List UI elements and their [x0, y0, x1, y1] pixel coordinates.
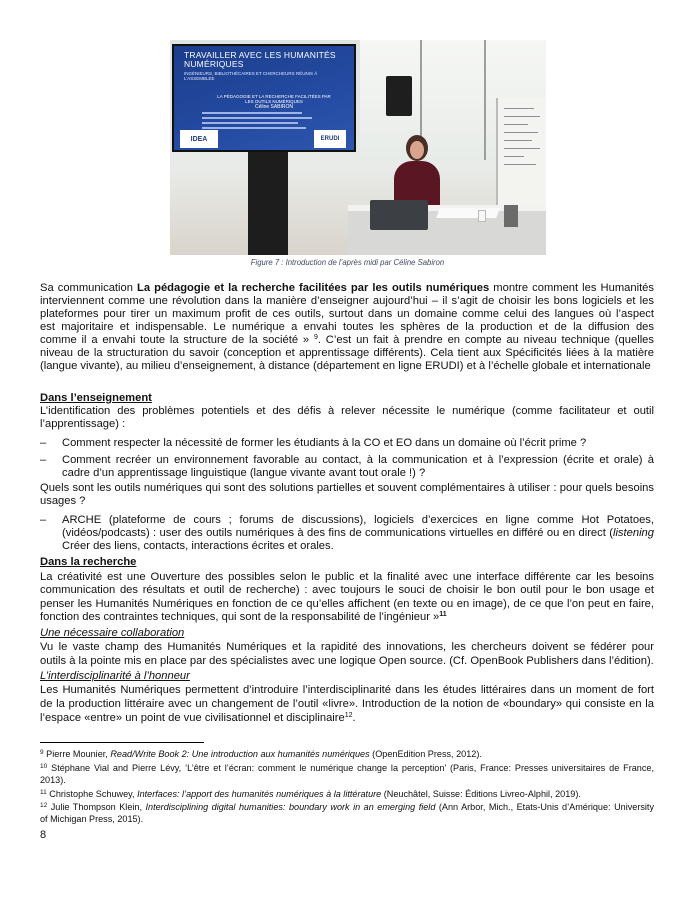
intro-line-5: comme il a envahi toute la structure de la société » $^9$. C’est un fait à prendre en compte au niveau technique (quelles	[40, 334, 654, 346]
laptop	[370, 200, 428, 230]
chair	[504, 205, 518, 227]
intro-line-2: interviennent comme une révolution dans la manière d’enseigner aujourd’hui – il s’agit de choisir les bons logiciels et les	[40, 295, 654, 307]
recherche-line-2: communication des résultats et outil de recherche) : avec toujours le souci de choisir le bon outil pour le bon usage et	[40, 584, 654, 596]
figure-caption: Figure 7 : Introduction de l’après midi par Céline Sabiron	[250, 257, 445, 267]
heading-enseignement: Dans l’enseignement	[40, 392, 152, 404]
footnote-separator	[40, 742, 204, 743]
bullet-dash: –	[40, 514, 47, 526]
screen-title: TRAVAILLER AVEC LES HUMANITÉS NUMÉRIQUES	[184, 50, 336, 69]
papers	[436, 208, 500, 218]
screen-talk-title: LA PÉDAGOGIE ET LA RECHERCHE FACILITÉES PAR LES OUTILS NUMÉRIQUES	[217, 94, 331, 104]
intro-line-6: niveau de la structuration du savoir (conception et apprentissage différents). Cela tient aux Spécificités liées à la matière	[40, 347, 654, 359]
collaboration-line-2: outils à la pointe mis en place par des spécialistes avec une logique Open source. (Cf. OpenBook Publishers dans l’édition).	[40, 655, 654, 667]
bullet-item-3: ARCHE (plateforme de cours ; forums de discussions), logiciels d’exercices en ligne comme Hot Potatoes,	[62, 514, 654, 526]
intro-line-1: Sa communication La pédagogie et la recherche facilitées par les outils numériques montre comment les Humanités	[40, 282, 654, 294]
footnote-ref-9: 9	[313, 334, 318, 341]
intro-line-3: plateformes pour tirer un maximum profit de ces outils, surtout dans un domaine comme celui des langues où l’aspect	[40, 308, 654, 320]
enseignement-para-1: L’identification des problèmes potentiels et des défis à relever nécessite le numérique (comme facilitateur et outil	[40, 405, 654, 417]
bullet-dash: –	[40, 437, 47, 449]
speaker-person	[392, 135, 442, 205]
footnote-12-cont: of Michigan Press, 2015).	[40, 814, 144, 824]
footnote-9: $^9$ Pierre Mounier, Read/Write Book 2: Une introduction aux humanités numériques (OpenEdition Press, 2012).	[40, 749, 482, 759]
page-number: 8	[40, 829, 47, 841]
intro-line-7: (langue vivante), au milieu d’enseignement, à distance (département en ligne ERUDI) et à l’échelle globale et internationale	[40, 360, 651, 372]
footnote-10: $^{10}$ Stéphane Vial and Pierre Lévy, ‘L’être et l’écran: comment le numérique change la perception’ (Paris, France: Presses universitaires de France,	[40, 763, 654, 773]
collaboration-line-1: Vu le vaste champ des Humanités Numériques et la rapidité des innovations, les chercheurs doivent se fédérer pour	[40, 641, 654, 653]
whiteboard	[496, 98, 546, 210]
enseignement-para-2b: usages ?	[40, 495, 86, 507]
footnote-11: $^{11}$ Christophe Schuwey, Interfaces: l’apport des humanités numériques à la littérature (Neuchâtel, Suisse: Éditions Livreo-Alphil, 2019).	[40, 789, 581, 799]
subheading-interdisciplinarite: L’interdisciplinarité à l’honneur	[40, 670, 190, 682]
bullet-dash: –	[40, 454, 47, 466]
logo-idea: IDEA	[180, 130, 218, 148]
talk-title: La pédagogie et la recherche facilitées par les outils numériques	[137, 282, 490, 294]
footnote-12: $^{12}$ Julie Thompson Klein, Interdisciplining digital humanities: boundary work in an emerging field (Ann Arbor, Mich., Etats-Unis d’Amérique: University	[40, 802, 654, 812]
enseignement-para-1b: l’apprentissage) :	[40, 418, 126, 430]
logo-erudi: ERUDI	[314, 130, 346, 148]
recherche-line-3: penser les Humanités Numériques en fonction de ce qu’elles affichent (en texte ou en image), de ce que l’on peut en faire,	[40, 598, 654, 610]
screen-stand	[248, 152, 288, 255]
bullet-item-3-cont2: Créer des liens, contacts, interactions écrites et orales.	[62, 540, 334, 552]
interdisciplinarite-line-1: Les Humanités Numériques permettent d’introduire l’interdisciplinarité dans les études littéraires dans un moment de fort	[40, 684, 654, 696]
intro-line-4: est majoritaire et indispensable. Le numérique a envahi toutes les sphères de la production et de la diffusion des	[40, 321, 654, 333]
screen-speaker: Céline SABIRON	[254, 104, 294, 110]
projection-screen	[172, 44, 356, 152]
heading-recherche: Dans la recherche	[40, 556, 137, 568]
bullet-item-1: Comment respecter la nécessité de former les étudiants à la CO et EO dans un domaine où l’écrit prime ?	[62, 437, 587, 449]
loudspeaker	[386, 76, 412, 116]
subheading-collaboration: Une nécessaire collaboration	[40, 627, 185, 639]
interdisciplinarite-line-2: de la production littéraire avec un changement de l’outil «livre». Introduction de la notion de «boundary» qui consiste en la	[40, 698, 654, 710]
recherche-line-1: La créativité est une Ouverture des possibles selon le public et la finalité avec une interface différente car les besoins	[40, 571, 654, 583]
cup	[478, 210, 486, 222]
bullet-item-2: Comment recréer un environnement favorable au contact, à la communication et à l’expression (écrite et orale) à	[62, 454, 654, 466]
footnote-ref-11: 11	[439, 611, 447, 618]
bullet-item-3-cont: (vidéos/podcasts) : user des outils numériques à des fins de communications virtuelles en différé ou en direct (listening	[62, 527, 654, 539]
bullet-item-2-cont: cadre d’un apprentissage linguistique (langue vivante avant tout orale !) ?	[62, 467, 426, 479]
interdisciplinarite-line-3: l’espace «entre» un point de vue civilisationnel et disciplinaire$^{12}$.	[40, 712, 356, 724]
enseignement-para-2: Quels sont les outils numériques qui sont des solutions partielles et souvent complémentaires à utiliser : pour quels besoins	[40, 482, 654, 494]
screen-subtitle: INGÉNIEURS, BIBLIOTHÉCAIRES ET CHERCHEURS RÉUNIS À L’ASSEMBLÉE	[184, 71, 318, 82]
footnote-10-cont: 2013).	[40, 775, 66, 785]
footnote-ref-12: 12	[344, 712, 353, 719]
recherche-line-4: fonction des contraintes techniques, qui sont de la responsabilité de l’ingénieur »$^{11}$	[40, 611, 447, 623]
figure-photo	[170, 40, 546, 255]
